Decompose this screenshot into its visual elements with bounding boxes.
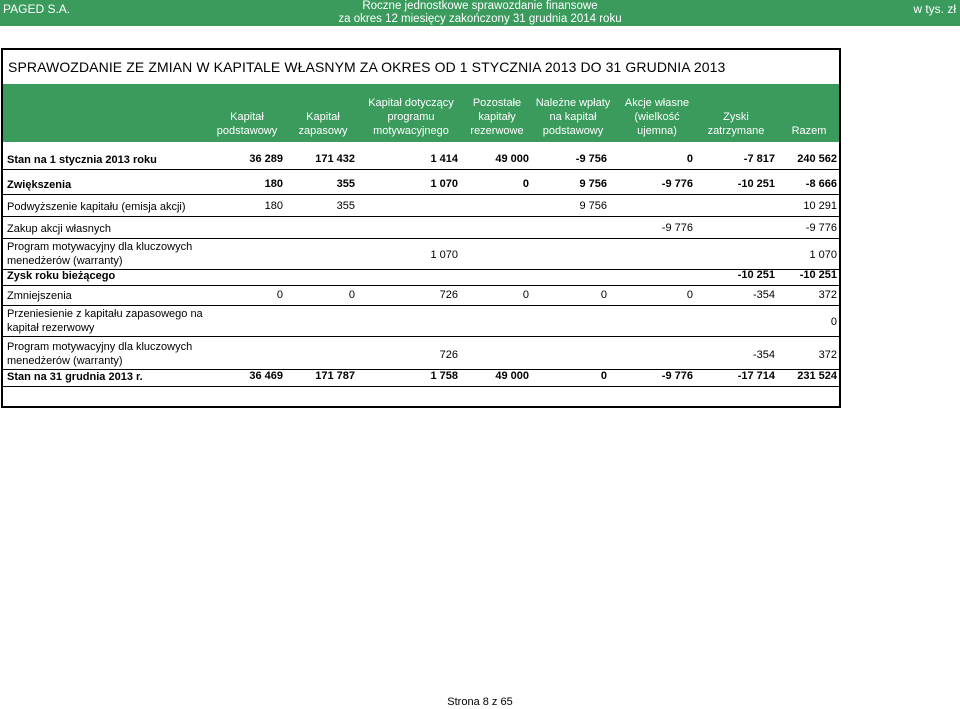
cell-value: 36 469 xyxy=(249,370,283,382)
cell-value: 0 xyxy=(600,370,607,382)
row-label: Przeniesienie z kapitału zapasowego na kapitał rezerwowy xyxy=(7,308,203,334)
row-label: Program motywacyjny dla kluczowych menedżerów (warranty) xyxy=(7,341,193,367)
cell-value: 355 xyxy=(336,178,355,190)
row-separator xyxy=(3,305,839,306)
column-header-line: kapitały xyxy=(478,111,516,123)
report-period: za okres 12 miesięcy zakończony 31 grudnia 2014 roku xyxy=(338,13,622,25)
row-separator xyxy=(3,238,839,239)
cell-value: 180 xyxy=(264,178,283,190)
cell-value: 1 414 xyxy=(430,153,458,165)
cell-value: 10 291 xyxy=(803,200,837,212)
cell-value: -10 251 xyxy=(737,178,775,190)
cell-value: 9 756 xyxy=(579,178,607,190)
report-heading xyxy=(240,0,720,26)
row-label: Zwiększenia xyxy=(7,179,72,191)
table-row xyxy=(3,152,839,168)
cell-value: -8 666 xyxy=(805,178,837,190)
cell-value: 1 070 xyxy=(430,249,458,261)
row-label: Zakup akcji własnych xyxy=(7,223,111,235)
column-header-line: podstawowy xyxy=(542,125,604,137)
cell-value: -17 714 xyxy=(737,370,775,382)
row-separator xyxy=(3,336,839,337)
cell-value: 231 524 xyxy=(797,370,837,382)
column-header-line: Razem xyxy=(791,125,827,137)
column-header-line: motywacyjnego xyxy=(373,125,449,137)
column-header-line: Zyski xyxy=(723,111,749,123)
statement-title: SPRAWOZDANIE ZE ZMIAN W KAPITALE WŁASNYM ZA OKRES OD 1 STYCZNIA 2013 DO 31 GRUDNIA 2013 xyxy=(8,59,726,75)
cell-value: -7 817 xyxy=(743,153,775,165)
cell-value: 372 xyxy=(818,289,837,301)
cell-value: 0 xyxy=(522,289,529,301)
cell-value: -9 776 xyxy=(661,222,693,234)
column-header-line: Kapitał dotyczący xyxy=(368,97,454,109)
cell-value: 726 xyxy=(439,349,458,361)
cell-value: 49 000 xyxy=(495,153,529,165)
cell-value: 49 000 xyxy=(495,370,529,382)
cell-value: 372 xyxy=(818,349,837,361)
cell-value: 0 xyxy=(830,316,837,328)
cell-value: -354 xyxy=(752,349,775,361)
table-row xyxy=(3,369,839,385)
cell-value: 171 787 xyxy=(315,370,355,382)
table-row xyxy=(3,340,839,368)
column-header-band xyxy=(3,84,839,142)
row-separator xyxy=(3,216,839,217)
column-header-line: programu xyxy=(387,111,435,123)
column-header-line: Kapitał xyxy=(306,111,340,123)
cell-value: 726 xyxy=(439,289,458,301)
statement-table xyxy=(1,48,841,408)
table-row xyxy=(3,240,839,268)
cell-value: 171 432 xyxy=(315,153,355,165)
row-label: Podwyższenie kapitału (emisja akcji) xyxy=(7,201,186,213)
cell-value: 0 xyxy=(686,153,693,165)
cell-value: 1 070 xyxy=(430,178,458,190)
units-label: w tys. zł xyxy=(913,2,956,16)
column-header-line: podstawowy xyxy=(216,125,278,137)
row-separator xyxy=(3,386,839,387)
column-header-line: Kapitał xyxy=(230,111,264,123)
cell-value: 0 xyxy=(348,289,355,301)
column-header-line: rezerwowe xyxy=(470,125,524,137)
cell-value: 355 xyxy=(336,200,355,212)
cell-value: 0 xyxy=(686,289,693,301)
table-row xyxy=(3,268,839,284)
column-header-line: ujemna) xyxy=(637,125,677,137)
cell-value: -9 776 xyxy=(661,178,693,190)
cell-value: -9 776 xyxy=(805,222,837,234)
row-label: Zmniejszenia xyxy=(7,290,72,302)
row-separator xyxy=(3,194,839,195)
cell-value: -9 776 xyxy=(661,370,693,382)
row-label: Zysk roku bieżącego xyxy=(7,270,116,282)
row-separator xyxy=(3,285,839,286)
column-header-line: Pozostałe xyxy=(472,97,522,109)
cell-value: 0 xyxy=(522,178,529,190)
table-row xyxy=(3,177,839,193)
table-row xyxy=(3,199,839,215)
row-label: Program motywacyjny dla kluczowych menedżerów (warranty) xyxy=(7,241,193,267)
cell-value: 0 xyxy=(600,289,607,301)
cell-value: 180 xyxy=(264,200,283,212)
cell-value: 1 758 xyxy=(430,370,458,382)
cell-value: -10 251 xyxy=(737,269,775,281)
report-title: Roczne jednostkowe sprawozdanie finansowe xyxy=(362,0,598,12)
cell-value: -9 756 xyxy=(575,153,607,165)
column-header-line: (wielkość xyxy=(634,111,680,123)
cell-value: 1 070 xyxy=(809,249,837,261)
page-number: Strona 8 z 65 xyxy=(447,696,513,708)
row-label: Stan na 31 grudnia 2013 r. xyxy=(7,371,143,383)
company-name: PAGED S.A. xyxy=(3,2,71,16)
cell-value: -10 251 xyxy=(799,269,837,281)
table-row xyxy=(3,307,839,335)
column-header-line: zapasowy xyxy=(298,125,348,137)
cell-value: 36 289 xyxy=(249,153,283,165)
table-row xyxy=(3,221,839,237)
cell-value: 240 562 xyxy=(797,153,837,165)
page-header-bar xyxy=(0,0,960,26)
column-header-line: Akcje własne xyxy=(624,97,690,109)
cell-value: -354 xyxy=(752,289,775,301)
cell-value: 0 xyxy=(276,289,283,301)
row-label: Stan na 1 stycznia 2013 roku xyxy=(7,154,157,166)
cell-value: 9 756 xyxy=(579,200,607,212)
table-row xyxy=(3,288,839,304)
column-header-line: Należne wpłaty xyxy=(535,97,611,109)
column-header-line: na kapitał xyxy=(549,111,597,123)
column-header-line: zatrzymane xyxy=(707,125,765,137)
row-separator xyxy=(3,169,839,170)
column-header-8 xyxy=(754,124,864,138)
